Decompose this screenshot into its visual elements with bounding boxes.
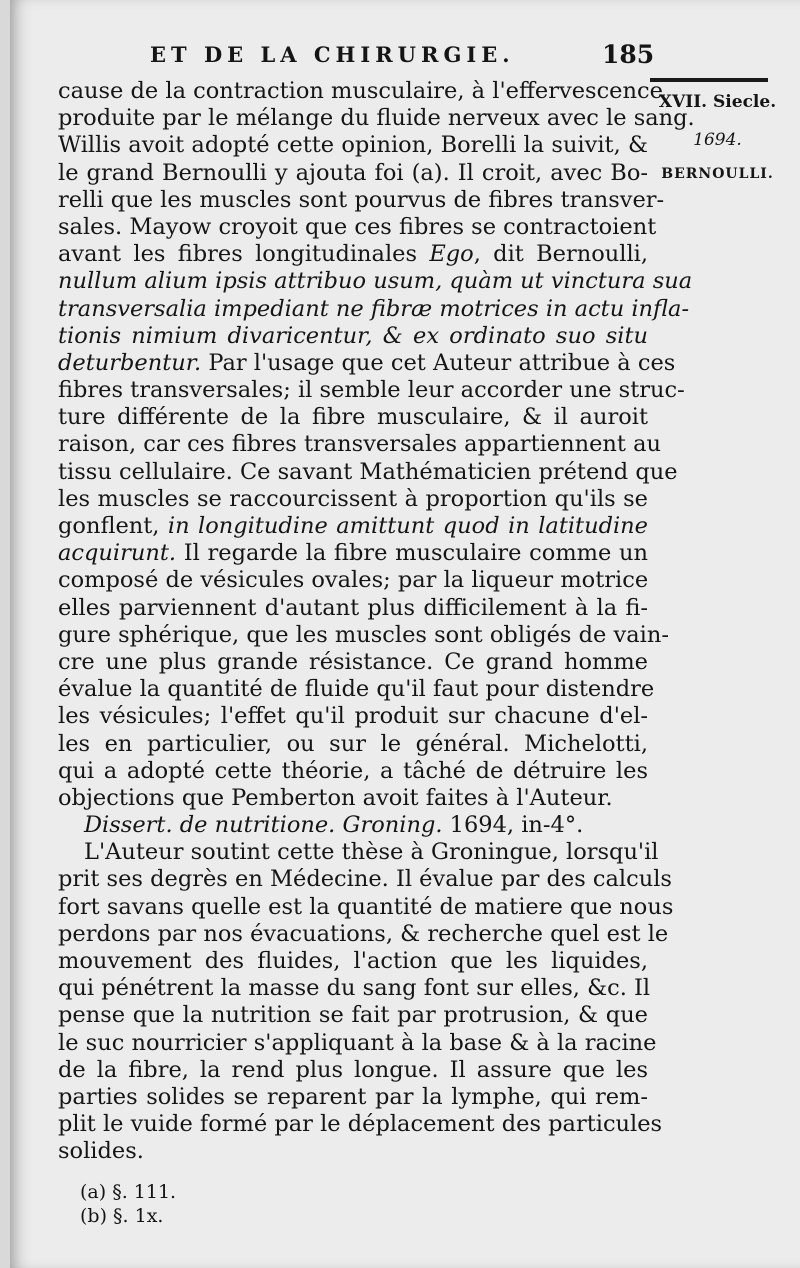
text-line	[58, 812, 648, 839]
text-line	[58, 132, 648, 159]
text-run: mouvement des fluides, l'action que les liquides,	[58, 948, 648, 974]
text-line	[58, 866, 672, 893]
text-run: elles parviennent d'autant plus difficilement à la fi-	[58, 594, 648, 621]
text-line	[58, 105, 695, 132]
text-run: les vésicules; l'effet qu'il produit sur chacune d'el-	[58, 703, 648, 730]
italic-text-run: Ego	[429, 241, 474, 268]
text-line	[58, 186, 665, 214]
text-run: sales. Mayow croyoit que ces fibres se contractoient	[58, 213, 657, 240]
text-run: avant les fibres longitudinales	[58, 241, 430, 268]
text-line	[58, 567, 648, 594]
footnote-a: (a) §. 111.	[80, 1181, 177, 1203]
text-run: gure sphérique, que les muscles sont obligés de vain-	[58, 621, 669, 648]
text-run: , dit Bernoulli,	[473, 241, 648, 268]
text-line	[58, 758, 648, 785]
text-run: gonflent,	[58, 513, 168, 539]
text-run: Il regarde la fibre musculaire comme un	[176, 540, 648, 567]
book-page	[10, 0, 800, 1268]
italic-text-run: acquirunt.	[58, 540, 177, 567]
text-line	[58, 486, 648, 513]
text-run: les en particulier, ou sur le général. Michelotti,	[58, 730, 648, 757]
text-run: perdons par nos évacuations, & recherche quel est le	[58, 920, 669, 947]
text-run: relli que les muscles sont pourvus de fibres transver-	[58, 186, 665, 213]
text-run: qui a adopté cette théorie, a tâché de détruire les	[58, 757, 648, 784]
text-run: prit ses degrès en Médecine. Il évalue par des calculs	[58, 866, 672, 893]
text-line	[58, 513, 648, 540]
text-line	[58, 1084, 648, 1111]
text-line	[58, 213, 657, 241]
text-run: fibres transversales; il semble leur accorder une struc-	[58, 377, 685, 404]
italic-text-run: Dissert. de nutritione. Groning.	[84, 812, 443, 839]
text-run: fort savans quelle est la quantité de matiere que nous	[58, 893, 674, 920]
text-line	[58, 1138, 648, 1165]
text-run: plit le vuide formé par le déplacement des particules	[58, 1111, 663, 1138]
text-run: pense que la nutrition se fait par protrusion, & que	[58, 1002, 648, 1029]
text-run: 1694, in-4°.	[442, 812, 584, 839]
text-run: composé de vésicules ovales; par la liqueur motrice	[58, 567, 649, 594]
text-line	[58, 703, 648, 730]
text-run: évalue la quantité de fluide qu'il faut pour distendre	[58, 676, 655, 703]
italic-text-run: deturbentur.	[58, 349, 202, 376]
margin-rule	[650, 78, 768, 82]
text-line	[58, 595, 648, 622]
text-run: les muscles se raccourcissent à proportion qu'ils se	[58, 485, 648, 512]
italic-text-run: in longitudine amittunt quod in latitudine	[167, 513, 648, 539]
text-line	[58, 975, 651, 1002]
text-line	[58, 676, 655, 703]
text-run: Willis avoit adopté cette opinion, Borelli la suivit, &	[58, 132, 648, 159]
text-run: le suc nourricier s'appliquant à la base & à la racine	[58, 1029, 657, 1056]
text-run: de la fibre, la rend plus longue. Il assure que les	[58, 1056, 648, 1083]
text-run: objections que Pemberton avoit faites à l'Auteur.	[58, 784, 613, 811]
text-line	[58, 1029, 657, 1057]
text-line	[58, 268, 693, 295]
margin-author: BERNOULLI.	[661, 166, 774, 182]
footnote-b: (b) §. 1x.	[80, 1205, 164, 1227]
text-line	[58, 377, 685, 404]
text-run: qui pénétrent la masse du sang font sur elles, &c. Il	[58, 975, 651, 1002]
text-line	[58, 621, 669, 649]
text-line	[58, 78, 663, 105]
text-run: Par l'usage que cet Auteur attribue à ces	[201, 349, 676, 376]
body-text	[58, 78, 695, 1166]
text-line	[58, 404, 648, 431]
text-run: cre une plus grande résistance. Ce grand homme	[58, 648, 648, 675]
text-run: raison, car ces fibres transversales appartiennent au	[58, 431, 662, 458]
margin-century: XVII. Siecle.	[658, 92, 777, 112]
footnotes	[80, 1180, 280, 1228]
text-run: produite par le mélange du fluide nerveux avec le sang.	[58, 105, 695, 132]
text-line	[58, 241, 648, 268]
page-number: 185	[602, 40, 655, 69]
text-run: ture différente de la fibre musculaire, & il auroit	[58, 404, 648, 431]
text-line	[58, 295, 690, 323]
text-line	[58, 1057, 648, 1084]
running-head: ET DE LA CHIRURGIE.	[150, 42, 515, 67]
text-line	[58, 431, 662, 458]
text-line	[58, 920, 669, 948]
text-line	[58, 160, 648, 187]
text-line	[58, 948, 648, 975]
text-line	[58, 731, 648, 758]
text-line	[58, 349, 676, 377]
italic-text-run: tionis nimium divaricentur, & ex ordinato suo situ	[58, 322, 648, 349]
text-run: solides.	[58, 1138, 144, 1165]
text-line	[58, 323, 648, 350]
text-line	[58, 893, 674, 921]
text-line	[58, 1002, 648, 1029]
margin-year: 1694.	[693, 130, 742, 150]
text-line	[58, 458, 678, 486]
text-run: cause de la contraction musculaire, à l'effervescence	[58, 78, 663, 104]
text-line	[58, 540, 648, 567]
text-line	[58, 1111, 663, 1138]
italic-text-run: transversalia impediant ne fibræ motrices in actu infla-	[58, 295, 690, 322]
text-run: le grand Bernoulli y ajouta foi (a). Il croit, avec Bo-	[58, 159, 648, 186]
italic-text-run: nullum alium ipsis attribuo usum, quàm ut vinctura sua	[58, 268, 693, 295]
text-line	[58, 649, 648, 676]
text-line	[58, 839, 659, 866]
text-run: tissu cellulaire. Ce savant Mathématicien prétend que	[58, 458, 678, 485]
text-line	[58, 785, 648, 812]
text-run: L'Auteur soutint cette thèse à Groningue, lorsqu'il	[84, 839, 659, 866]
text-run: parties solides se reparent par la lymphe, qui rem-	[58, 1083, 648, 1110]
